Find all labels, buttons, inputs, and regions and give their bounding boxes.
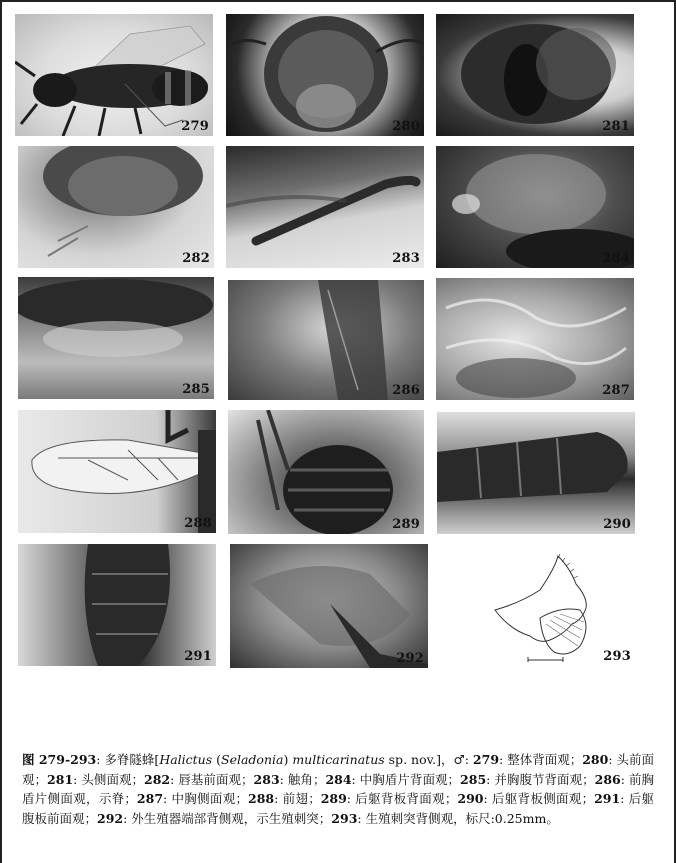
plate-number: 280: [392, 119, 420, 134]
figure-caption: 图 279-293: 多脊隧蜂[Halictus (Seladonia) multicarinatus sp. nov.]，♂: 279: 整体背面观；280: 头前面观；281: 头侧面观；282: 唇基前面观；283: 触角；284: 中胸盾片背面观；285: 并胸腹节背面观；286: 前胸盾片侧面观，示脊；287: 中胸侧面观；288: 前翅；289: 后躯背板背面观；290: 后躯背板侧面观；291: 后躯腹板前面观；292: 外生殖器端部背侧观，示生殖刺突；293: 生殖刺突背侧观，标尺:0.25mm。: [22, 752, 655, 826]
plate-number: 281: [602, 119, 630, 134]
plate-number: 282: [182, 251, 210, 266]
caption-item-number: 279: [472, 752, 500, 767]
plate-number: 290: [603, 517, 631, 532]
plate-288: [18, 410, 216, 533]
plate-number: 283: [392, 251, 420, 266]
clypeus-front-photo: [18, 146, 214, 268]
mesoscutum-dorsal-photo: [436, 146, 634, 268]
plate-284: [436, 146, 634, 268]
plate-292: [230, 544, 428, 668]
antenna-photo: [226, 146, 424, 268]
plate-290: [437, 412, 635, 534]
plate-number: 289: [392, 517, 420, 532]
plate-number: 293: [603, 649, 631, 664]
pronotum-lateral-photo: [228, 280, 424, 400]
plate-number: 286: [392, 383, 420, 398]
head-lateral-photo: [436, 14, 634, 136]
plate-285: [18, 277, 214, 399]
page-border-top: [0, 0, 676, 2]
plate-number: 292: [396, 651, 424, 666]
plate-number: 291: [184, 649, 212, 664]
plate-291: [18, 544, 216, 666]
mesepisternum-lateral-photo: [436, 278, 634, 400]
page-border-left: [0, 0, 2, 863]
plate-280: [226, 14, 424, 136]
plate-number: 287: [602, 383, 630, 398]
plate-282: [18, 146, 214, 268]
bee-dorsal-photo: [15, 14, 213, 136]
forewing-photo: [18, 410, 216, 533]
plate-293: [480, 548, 645, 670]
propodeum-dorsal-photo: [18, 277, 214, 399]
plate-number: 279: [181, 119, 209, 134]
plate-number: 284: [602, 251, 630, 266]
plate-279: [15, 14, 213, 136]
plate-283: [226, 146, 424, 268]
metasomal-sterna-front-photo: [18, 544, 216, 666]
metasomal-terga-dorsal-photo: [228, 410, 424, 534]
plate-281: [436, 14, 634, 136]
plate-289: [228, 410, 424, 534]
plate-287: [436, 278, 634, 400]
plate-number: 288: [184, 516, 212, 531]
metasomal-terga-lateral-photo: [437, 412, 635, 534]
plate-number: 285: [182, 382, 210, 397]
head-front-photo: [226, 14, 424, 136]
caption-figure-label: 图 279-293: [22, 752, 97, 767]
plate-286: [228, 280, 424, 400]
genitalia-apex-photo: [230, 544, 428, 668]
